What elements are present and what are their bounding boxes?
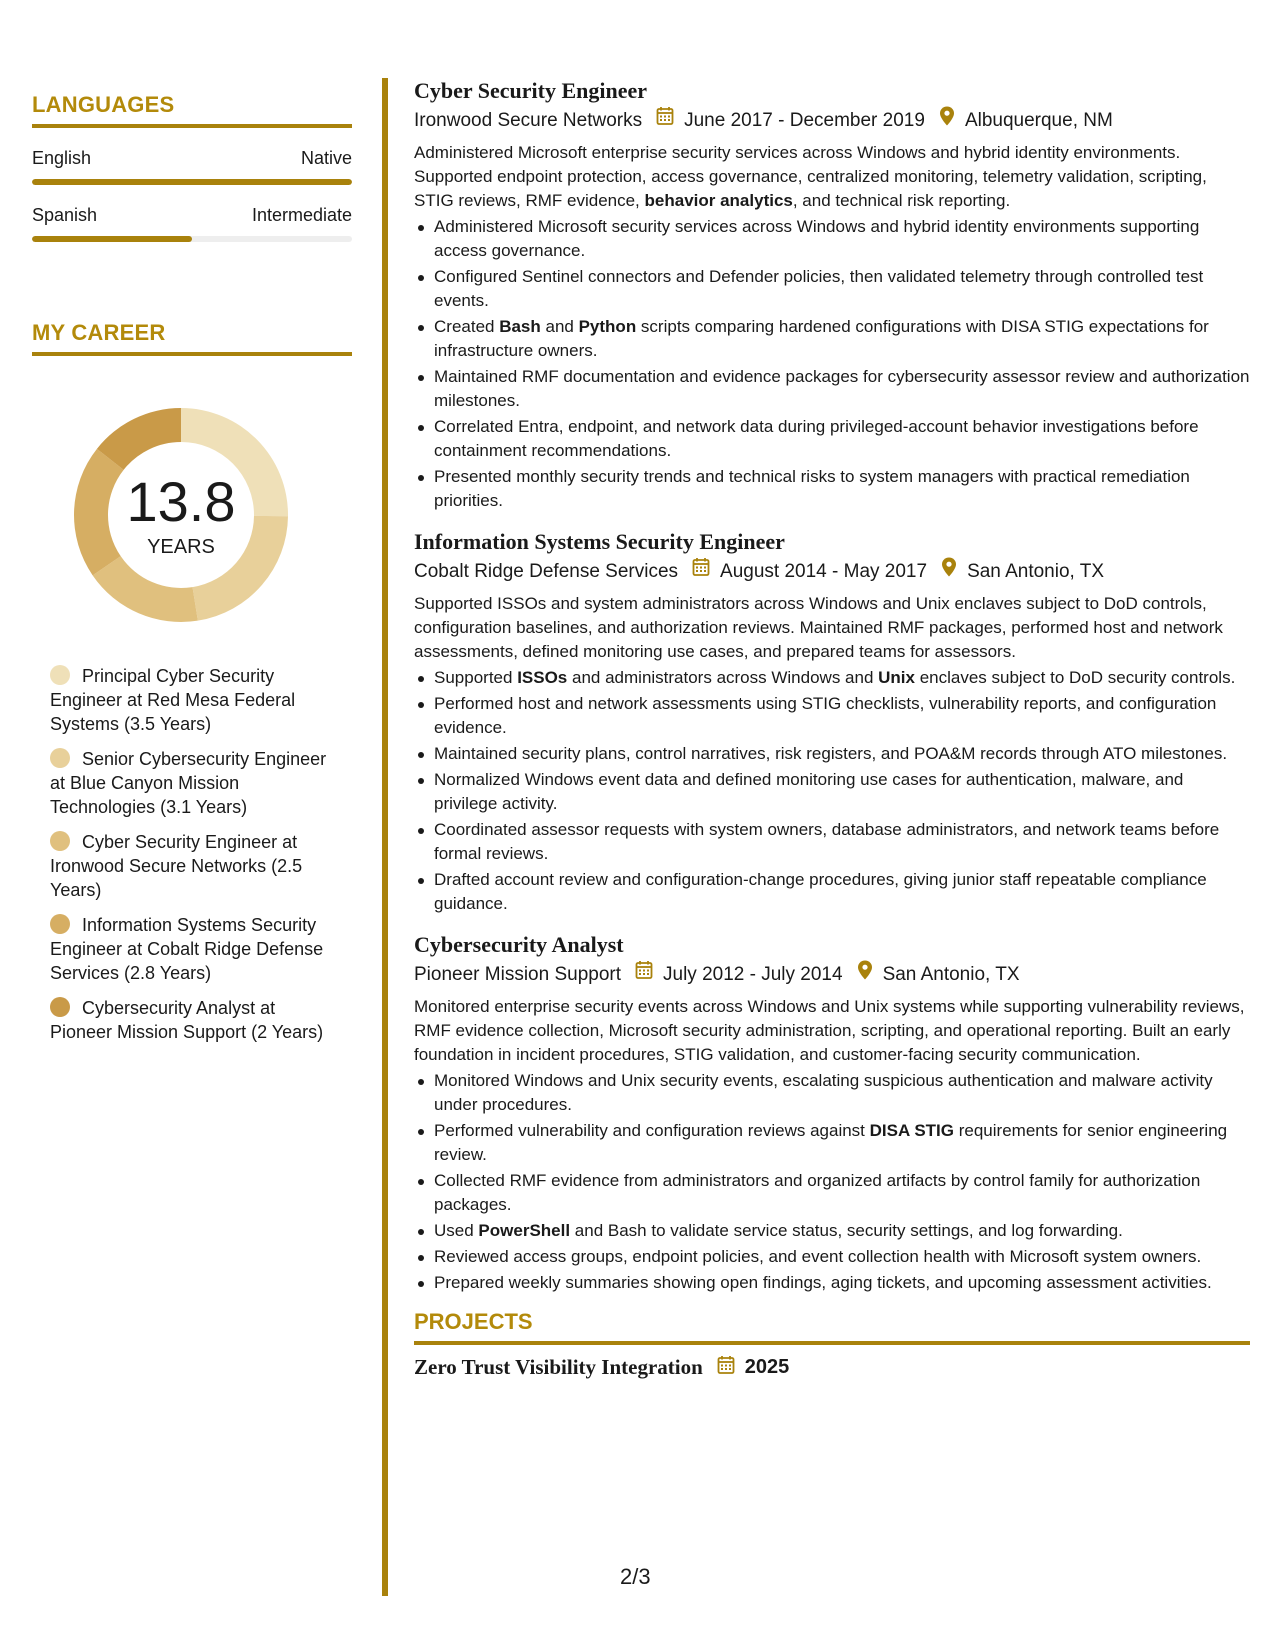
job-meta (414, 106, 1250, 135)
bullet-text: Maintained RMF documentation and evidence packages for cybersecurity assessor review and authorization milestones. (434, 367, 1250, 410)
job-location: San Antonio, TX (967, 560, 1105, 582)
bullet-text: Coordinated assessor requests with system owners, database administrators, and network teams before formal reviews. (434, 820, 1220, 863)
job-title: Cyber Security Engineer (414, 78, 648, 103)
job-dates: June 2017 - December 2019 (684, 109, 925, 131)
language-row (32, 205, 352, 226)
language-level: Intermediate (251, 205, 352, 225)
language-name: Spanish (32, 205, 98, 225)
career-donut-chart (66, 400, 296, 630)
career-heading: MY CAREER (32, 320, 352, 356)
summary-text: Supported ISSOs and system administrators across Windows and Unix enclaves subject to DoD controls, configuration baselines, and authorization reviews. Maintained RMF packages, performed host and network assessments, defined monitoring use cases, and prepared teams for assessors. (414, 594, 1223, 661)
bullet-bold: Python (578, 317, 637, 336)
legend-label: Senior Cybersecurity Engineer at Blue Canyon Mission Technologies (3.1 Years) (50, 749, 327, 817)
job-bullet (414, 365, 1250, 413)
bullet-bold: ISSOs (517, 668, 568, 687)
legend-label: Cybersecurity Analyst at Pioneer Mission Support (2 Years) (50, 998, 324, 1042)
summary-text: , and technical risk reporting. (792, 191, 1011, 210)
project-row (414, 1355, 1250, 1380)
job-bullet (414, 265, 1250, 313)
company-name: Pioneer Mission Support (414, 963, 621, 985)
bullet-text: scripts comparing hardened configurations with DISA STIG expectations for infrastructure owners. (434, 317, 1209, 360)
job-bullet (414, 818, 1250, 866)
language-proficiency-bar (32, 236, 352, 242)
bullet-text: Configured Sentinel connectors and Defender policies, then validated telemetry through controlled test events. (434, 267, 1204, 310)
legend-label: Information Systems Security Engineer at Cobalt Ridge Defense Services (2.8 Years) (50, 915, 324, 983)
job-title: Information Systems Security Engineer (414, 529, 785, 554)
bullet-text: Drafted account review and configuration-change procedures, giving junior staff repeatable compliance guidance. (434, 870, 1207, 913)
job-title: Cybersecurity Analyst (414, 932, 624, 957)
bullet-text: Used (434, 1221, 479, 1240)
bullet-text: Monitored Windows and Unix security events, escalating suspicious authentication and malware activity under procedures. (434, 1071, 1213, 1114)
language-proficiency-bar (32, 179, 352, 185)
job-bullet (414, 768, 1250, 816)
legend-swatch (50, 748, 70, 768)
language-row (32, 148, 352, 169)
projects-list (414, 1355, 1250, 1380)
left-column (32, 92, 352, 1055)
career-total-value: 13.8 (126, 469, 236, 533)
language-proficiency-fill (32, 236, 192, 242)
job-bullets (414, 666, 1250, 916)
project-name: Zero Trust Visibility Integration (414, 1355, 703, 1379)
summary-text: Monitored enterprise security events across Windows and Unix systems while supporting vulnerability reviews, RMF evidence collection, Microsoft security administration, scripting, and operational reporting. Built an early foundation in incident procedures, STIG validation, and customer-facing security communication. (414, 997, 1245, 1064)
languages-heading: LANGUAGES (32, 92, 352, 128)
career-total-unit: YEARS (147, 535, 215, 558)
page-number: 2/3 (620, 1564, 651, 1589)
bullet-text: Presented monthly security trends and technical risks to system managers with practical remediation priorities. (434, 467, 1190, 510)
company-name: Cobalt Ridge Defense Services (414, 560, 679, 582)
job-bullet (414, 215, 1250, 263)
languages-list (32, 148, 352, 242)
bullet-text: Prepared weekly summaries showing open findings, aging tickets, and upcoming assessment activities. (434, 1273, 1212, 1292)
language-level: Native (300, 148, 352, 168)
bullet-text: Reviewed access groups, endpoint policies, and event collection health with Microsoft system owners. (434, 1247, 1202, 1266)
calendar-icon (656, 106, 674, 135)
job-bullet (414, 465, 1250, 513)
column-divider (382, 78, 388, 1596)
bullet-text: and (540, 317, 579, 336)
calendar-icon (635, 960, 653, 989)
job-bullet (414, 742, 1250, 766)
legend-label: Principal Cyber Security Engineer at Red Mesa Federal Systems (3.5 Years) (50, 666, 296, 734)
job-summary (414, 995, 1250, 1067)
bullet-text: enclaves subject to DoD security controls. (914, 668, 1236, 687)
job-meta (414, 960, 1250, 989)
job-bullet (414, 1069, 1250, 1117)
legend-swatch (50, 997, 70, 1017)
job-bullet (414, 1169, 1250, 1217)
summary-bold: behavior analytics (644, 191, 793, 210)
calendar-icon (717, 1355, 735, 1380)
job-entry (414, 76, 1250, 513)
map-pin-icon (857, 960, 873, 989)
job-meta (414, 557, 1250, 586)
bullet-text: Performed vulnerability and configuration reviews against (434, 1121, 870, 1140)
experience-column (414, 76, 1250, 1380)
job-bullet (414, 1271, 1250, 1295)
job-dates: July 2012 - July 2014 (663, 963, 843, 985)
job-bullet (414, 415, 1250, 463)
job-bullet (414, 666, 1250, 690)
calendar-icon (692, 557, 710, 586)
experience-list (414, 76, 1250, 1295)
bullet-bold: Bash (499, 317, 541, 336)
bullet-text: and Bash to validate service status, security settings, and log forwarding. (570, 1221, 1123, 1240)
bullet-bold: PowerShell (478, 1221, 571, 1240)
legend-swatch (50, 914, 70, 934)
job-summary (414, 592, 1250, 664)
map-pin-icon (941, 557, 957, 586)
bullet-text: Correlated Entra, endpoint, and network data during privileged-account behavior investigations before containment recommendations. (434, 417, 1199, 460)
job-location: San Antonio, TX (882, 963, 1020, 985)
company-name: Ironwood Secure Networks (414, 109, 643, 131)
map-pin-icon (939, 106, 955, 135)
job-bullets (414, 215, 1250, 513)
bullet-text: Maintained security plans, control narratives, risk registers, and POA&M records through ATO milestones. (434, 744, 1228, 763)
language-proficiency-fill (32, 179, 352, 185)
bullet-text: Normalized Windows event data and defined monitoring use cases for authentication, malware, and privilege activity. (434, 770, 1184, 813)
career-legend-item (50, 664, 330, 736)
job-bullet (414, 315, 1250, 363)
legend-swatch (50, 831, 70, 851)
career-legend-item (50, 996, 330, 1044)
bullet-text: Supported (434, 668, 518, 687)
bullet-text: and administrators across Windows and (567, 668, 879, 687)
job-bullet (414, 1119, 1250, 1167)
career-legend-item (50, 830, 330, 902)
bullet-text: Performed host and network assessments using STIG checklists, vulnerability reports, and configuration evidence. (434, 694, 1217, 737)
job-bullet (414, 1245, 1250, 1269)
career-total (66, 400, 296, 630)
bullet-text: Administered Microsoft security services across Windows and hybrid identity environments supporting access governance. (434, 217, 1200, 260)
job-dates: August 2014 - May 2017 (720, 560, 928, 582)
job-bullets (414, 1069, 1250, 1295)
job-entry (414, 527, 1250, 916)
job-bullet (414, 1219, 1250, 1243)
legend-swatch (50, 665, 70, 685)
bullet-text: Collected RMF evidence from administrators and organized artifacts by control family for authorization packages. (434, 1171, 1201, 1214)
career-legend (50, 664, 330, 1044)
career-section (32, 320, 352, 1044)
career-legend-item (50, 913, 330, 985)
bullet-bold: Unix (878, 668, 915, 687)
bullet-text: Created (434, 317, 500, 336)
project-year: 2025 (744, 1356, 790, 1378)
bullet-text: requirements for senior engineering review. (434, 1121, 1228, 1164)
career-legend-item (50, 747, 330, 819)
job-bullet (414, 868, 1250, 916)
summary-text: Administered Microsoft enterprise security services across Windows and hybrid identity environments. Supported endpoint protection, access governance, centralized monitoring, telemetry validation, scripting, STIG reviews, RMF evidence, (414, 143, 1207, 210)
job-entry (414, 930, 1250, 1295)
legend-label: Cyber Security Engineer at Ironwood Secure Networks (2.5 Years) (50, 832, 303, 900)
bullet-bold: DISA STIG (869, 1121, 955, 1140)
job-location: Albuquerque, NM (964, 109, 1113, 131)
job-summary (414, 141, 1250, 213)
job-bullet (414, 692, 1250, 740)
language-name: English (32, 148, 92, 168)
projects-heading: PROJECTS (414, 1309, 1250, 1345)
